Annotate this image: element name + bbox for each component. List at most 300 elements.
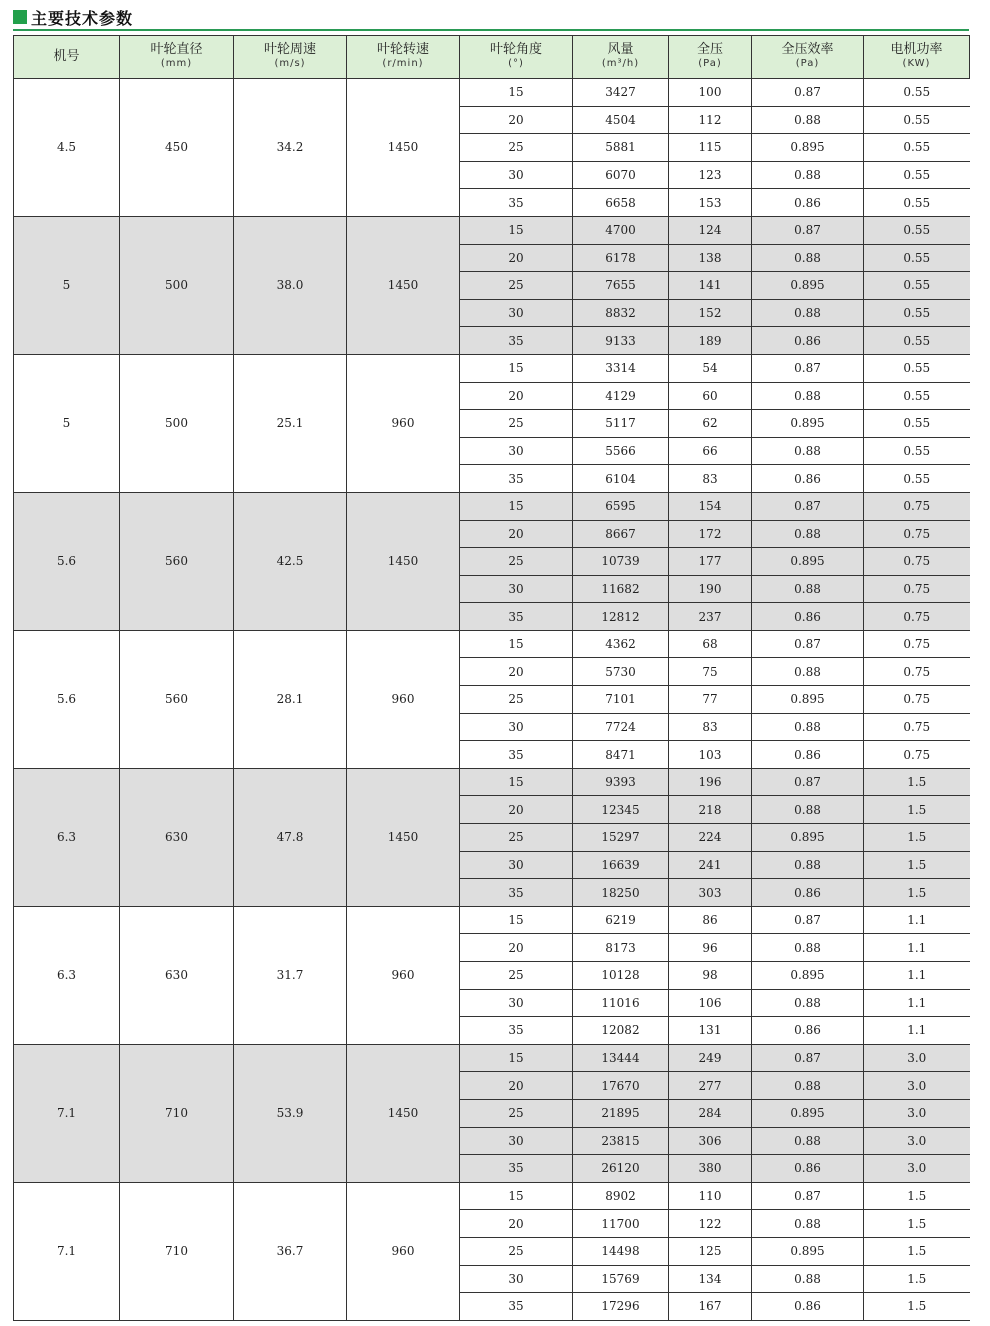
cell-eff: 0.88 — [752, 713, 864, 741]
cell-pressure: 54 — [669, 354, 752, 382]
cell-angle: 25 — [460, 134, 573, 162]
cell-power: 0.55 — [864, 106, 970, 134]
column-header — [234, 36, 347, 79]
cell-power: 1.5 — [864, 1265, 970, 1293]
cell-power: 1.5 — [864, 796, 970, 824]
cell-flow: 15769 — [573, 1265, 669, 1293]
cell-pressure: 237 — [669, 603, 752, 631]
cell-eff: 0.87 — [752, 79, 864, 107]
cell-flow: 5117 — [573, 410, 669, 438]
cell-diameter: 500 — [120, 216, 234, 354]
column-header — [752, 36, 864, 79]
cell-rpm: 1450 — [347, 1044, 460, 1182]
cell-flow: 6595 — [573, 492, 669, 520]
cell-pressure: 152 — [669, 299, 752, 327]
cell-speed: 47.8 — [234, 768, 347, 906]
cell-angle: 25 — [460, 272, 573, 300]
cell-flow: 6658 — [573, 189, 669, 217]
cell-rpm: 960 — [347, 906, 460, 1044]
cell-flow: 7724 — [573, 713, 669, 741]
cell-pressure: 303 — [669, 879, 752, 907]
cell-model: 7.1 — [14, 1182, 120, 1320]
cell-speed: 53.9 — [234, 1044, 347, 1182]
cell-model: 5.6 — [14, 630, 120, 768]
cell-eff: 0.895 — [752, 548, 864, 576]
cell-angle: 30 — [460, 575, 573, 603]
cell-diameter: 560 — [120, 492, 234, 630]
cell-eff: 0.87 — [752, 906, 864, 934]
cell-flow: 8832 — [573, 299, 669, 327]
cell-power: 3.0 — [864, 1099, 970, 1127]
cell-angle: 35 — [460, 879, 573, 907]
column-header-label: 叶轮转速 — [376, 42, 429, 57]
cell-eff: 0.87 — [752, 492, 864, 520]
cell-speed: 34.2 — [234, 79, 347, 217]
cell-flow: 9133 — [573, 327, 669, 355]
cell-angle: 15 — [460, 216, 573, 244]
cell-flow: 17670 — [573, 1072, 669, 1100]
cell-angle: 25 — [460, 548, 573, 576]
cell-angle: 35 — [460, 1155, 573, 1183]
cell-eff: 0.86 — [752, 603, 864, 631]
cell-flow: 4362 — [573, 630, 669, 658]
cell-eff: 0.895 — [752, 410, 864, 438]
cell-flow: 6104 — [573, 465, 669, 493]
cell-pressure: 134 — [669, 1265, 752, 1293]
cell-eff: 0.86 — [752, 189, 864, 217]
cell-power: 3.0 — [864, 1072, 970, 1100]
model-group — [14, 216, 970, 354]
cell-rpm: 1450 — [347, 216, 460, 354]
cell-flow: 15297 — [573, 824, 669, 852]
cell-angle: 20 — [460, 106, 573, 134]
column-header-unit: (°) — [508, 58, 524, 69]
cell-diameter: 630 — [120, 768, 234, 906]
cell-power: 0.75 — [864, 548, 970, 576]
cell-angle: 20 — [460, 520, 573, 548]
cell-flow: 11016 — [573, 989, 669, 1017]
cell-rpm: 960 — [347, 630, 460, 768]
cell-power: 0.55 — [864, 134, 970, 162]
cell-pressure: 218 — [669, 796, 752, 824]
cell-pressure: 100 — [669, 79, 752, 107]
cell-pressure: 172 — [669, 520, 752, 548]
cell-flow: 17296 — [573, 1293, 669, 1321]
cell-power: 0.75 — [864, 603, 970, 631]
cell-pressure: 224 — [669, 824, 752, 852]
model-group — [14, 768, 970, 906]
cell-pressure: 380 — [669, 1155, 752, 1183]
cell-power: 0.55 — [864, 354, 970, 382]
cell-eff: 0.86 — [752, 1293, 864, 1321]
cell-speed: 28.1 — [234, 630, 347, 768]
cell-angle: 15 — [460, 1044, 573, 1072]
cell-power: 0.55 — [864, 382, 970, 410]
cell-diameter: 560 — [120, 630, 234, 768]
column-header-unit: (mm) — [160, 58, 193, 69]
cell-power: 0.75 — [864, 741, 970, 769]
cell-pressure: 83 — [669, 713, 752, 741]
table-row — [14, 768, 970, 796]
cell-power: 1.1 — [864, 1017, 970, 1045]
cell-angle: 30 — [460, 299, 573, 327]
cell-eff: 0.895 — [752, 962, 864, 990]
cell-flow: 5730 — [573, 658, 669, 686]
cell-flow: 18250 — [573, 879, 669, 907]
cell-pressure: 190 — [669, 575, 752, 603]
cell-angle: 35 — [460, 1017, 573, 1045]
cell-model: 4.5 — [14, 79, 120, 217]
cell-flow: 8471 — [573, 741, 669, 769]
cell-pressure: 177 — [669, 548, 752, 576]
cell-eff: 0.88 — [752, 851, 864, 879]
cell-pressure: 249 — [669, 1044, 752, 1072]
cell-pressure: 66 — [669, 437, 752, 465]
cell-eff: 0.87 — [752, 630, 864, 658]
cell-eff: 0.895 — [752, 1099, 864, 1127]
cell-flow: 3314 — [573, 354, 669, 382]
cell-angle: 35 — [460, 603, 573, 631]
cell-power: 1.5 — [864, 1237, 970, 1265]
column-header-label: 叶轮直径 — [150, 42, 203, 57]
cell-pressure: 122 — [669, 1210, 752, 1238]
cell-angle: 30 — [460, 1127, 573, 1155]
cell-power: 0.75 — [864, 575, 970, 603]
column-header — [573, 36, 669, 79]
cell-pressure: 115 — [669, 134, 752, 162]
cell-angle: 30 — [460, 713, 573, 741]
cell-eff: 0.88 — [752, 520, 864, 548]
cell-pressure: 98 — [669, 962, 752, 990]
model-group — [14, 630, 970, 768]
technical-parameters-table — [13, 35, 970, 1321]
cell-pressure: 75 — [669, 658, 752, 686]
cell-eff: 0.895 — [752, 1237, 864, 1265]
cell-flow: 23815 — [573, 1127, 669, 1155]
cell-model: 5 — [14, 216, 120, 354]
cell-pressure: 154 — [669, 492, 752, 520]
cell-power: 0.75 — [864, 686, 970, 714]
cell-angle: 15 — [460, 906, 573, 934]
cell-power: 1.5 — [864, 851, 970, 879]
table-row — [14, 492, 970, 520]
cell-angle: 35 — [460, 741, 573, 769]
cell-eff: 0.87 — [752, 216, 864, 244]
cell-angle: 25 — [460, 962, 573, 990]
column-header-label: 全压效率 — [781, 42, 834, 57]
cell-power: 3.0 — [864, 1155, 970, 1183]
section-title: 主要技术参数 — [31, 8, 134, 28]
cell-pressure: 138 — [669, 244, 752, 272]
cell-pressure: 62 — [669, 410, 752, 438]
cell-eff: 0.895 — [752, 824, 864, 852]
cell-rpm: 960 — [347, 1182, 460, 1320]
cell-diameter: 630 — [120, 906, 234, 1044]
cell-flow: 3427 — [573, 79, 669, 107]
cell-eff: 0.87 — [752, 768, 864, 796]
cell-model: 6.3 — [14, 906, 120, 1044]
cell-eff: 0.87 — [752, 1044, 864, 1072]
column-header-label: 全压 — [696, 42, 723, 57]
cell-angle: 20 — [460, 934, 573, 962]
cell-power: 1.5 — [864, 1293, 970, 1321]
cell-power: 0.75 — [864, 630, 970, 658]
cell-angle: 15 — [460, 354, 573, 382]
cell-diameter: 710 — [120, 1182, 234, 1320]
cell-eff: 0.88 — [752, 1210, 864, 1238]
cell-pressure: 86 — [669, 906, 752, 934]
table-row — [14, 1182, 970, 1210]
cell-flow: 4129 — [573, 382, 669, 410]
model-group — [14, 1182, 970, 1320]
cell-flow: 5881 — [573, 134, 669, 162]
table-row — [14, 354, 970, 382]
column-header — [460, 36, 573, 79]
column-header-label: 叶轮周速 — [263, 42, 316, 57]
cell-angle: 20 — [460, 796, 573, 824]
cell-flow: 6178 — [573, 244, 669, 272]
cell-flow: 16639 — [573, 851, 669, 879]
cell-power: 1.1 — [864, 934, 970, 962]
cell-model: 5.6 — [14, 492, 120, 630]
cell-pressure: 153 — [669, 189, 752, 217]
cell-angle: 35 — [460, 189, 573, 217]
cell-flow: 21895 — [573, 1099, 669, 1127]
column-header-label: 风量 — [607, 42, 634, 57]
cell-power: 0.55 — [864, 161, 970, 189]
cell-pressure: 196 — [669, 768, 752, 796]
cell-speed: 36.7 — [234, 1182, 347, 1320]
cell-power: 1.1 — [864, 962, 970, 990]
cell-flow: 8173 — [573, 934, 669, 962]
cell-flow: 13444 — [573, 1044, 669, 1072]
cell-pressure: 106 — [669, 989, 752, 1017]
cell-angle: 15 — [460, 630, 573, 658]
column-header-unit: (r/min) — [382, 58, 424, 69]
cell-flow: 12812 — [573, 603, 669, 631]
cell-speed: 42.5 — [234, 492, 347, 630]
cell-angle: 30 — [460, 437, 573, 465]
table-row — [14, 79, 970, 107]
cell-model: 7.1 — [14, 1044, 120, 1182]
cell-speed: 38.0 — [234, 216, 347, 354]
cell-angle: 30 — [460, 1265, 573, 1293]
cell-power: 0.75 — [864, 713, 970, 741]
cell-pressure: 110 — [669, 1182, 752, 1210]
cell-flow: 7101 — [573, 686, 669, 714]
cell-eff: 0.88 — [752, 796, 864, 824]
cell-power: 0.55 — [864, 244, 970, 272]
cell-power: 0.55 — [864, 410, 970, 438]
cell-eff: 0.88 — [752, 106, 864, 134]
cell-angle: 25 — [460, 1099, 573, 1127]
cell-pressure: 96 — [669, 934, 752, 962]
cell-eff: 0.895 — [752, 134, 864, 162]
cell-eff: 0.86 — [752, 1017, 864, 1045]
cell-angle: 15 — [460, 768, 573, 796]
cell-pressure: 241 — [669, 851, 752, 879]
cell-angle: 15 — [460, 79, 573, 107]
cell-angle: 20 — [460, 382, 573, 410]
green-square-icon — [13, 10, 27, 24]
column-header-unit: (Pa) — [795, 58, 820, 69]
model-group — [14, 906, 970, 1044]
cell-power: 0.55 — [864, 79, 970, 107]
cell-rpm: 1450 — [347, 79, 460, 217]
cell-pressure: 277 — [669, 1072, 752, 1100]
cell-eff: 0.86 — [752, 1155, 864, 1183]
cell-diameter: 500 — [120, 354, 234, 492]
cell-model: 6.3 — [14, 768, 120, 906]
cell-angle: 25 — [460, 1237, 573, 1265]
table-row — [14, 1044, 970, 1072]
cell-eff: 0.88 — [752, 1072, 864, 1100]
cell-power: 1.1 — [864, 989, 970, 1017]
cell-pressure: 131 — [669, 1017, 752, 1045]
cell-power: 0.55 — [864, 327, 970, 355]
cell-power: 0.75 — [864, 658, 970, 686]
cell-speed: 25.1 — [234, 354, 347, 492]
cell-flow: 10128 — [573, 962, 669, 990]
model-group — [14, 79, 970, 217]
cell-flow: 9393 — [573, 768, 669, 796]
cell-eff: 0.88 — [752, 161, 864, 189]
model-group — [14, 492, 970, 630]
cell-pressure: 77 — [669, 686, 752, 714]
cell-rpm: 1450 — [347, 492, 460, 630]
cell-angle: 35 — [460, 1293, 573, 1321]
cell-angle: 25 — [460, 410, 573, 438]
cell-pressure: 189 — [669, 327, 752, 355]
cell-eff: 0.88 — [752, 989, 864, 1017]
cell-flow: 5566 — [573, 437, 669, 465]
cell-diameter: 450 — [120, 79, 234, 217]
cell-power: 0.55 — [864, 465, 970, 493]
cell-pressure: 284 — [669, 1099, 752, 1127]
cell-angle: 20 — [460, 244, 573, 272]
column-header-unit: (m/s) — [274, 58, 306, 69]
cell-flow: 6070 — [573, 161, 669, 189]
cell-flow: 7655 — [573, 272, 669, 300]
cell-power: 0.55 — [864, 437, 970, 465]
cell-pressure: 124 — [669, 216, 752, 244]
cell-eff: 0.88 — [752, 1127, 864, 1155]
cell-angle: 20 — [460, 658, 573, 686]
cell-angle: 25 — [460, 686, 573, 714]
cell-eff: 0.88 — [752, 658, 864, 686]
cell-power: 3.0 — [864, 1127, 970, 1155]
cell-eff: 0.88 — [752, 382, 864, 410]
table-row — [14, 216, 970, 244]
column-header-unit: (Pa) — [698, 58, 722, 69]
column-header — [669, 36, 752, 79]
cell-flow: 6219 — [573, 906, 669, 934]
cell-angle: 20 — [460, 1210, 573, 1238]
cell-power: 0.75 — [864, 492, 970, 520]
cell-eff: 0.88 — [752, 299, 864, 327]
cell-angle: 25 — [460, 824, 573, 852]
cell-power: 0.55 — [864, 216, 970, 244]
cell-eff: 0.895 — [752, 272, 864, 300]
column-header — [864, 36, 970, 79]
cell-pressure: 83 — [669, 465, 752, 493]
column-header-label: 电机功率 — [890, 42, 943, 57]
cell-pressure: 167 — [669, 1293, 752, 1321]
cell-eff: 0.87 — [752, 354, 864, 382]
cell-power: 3.0 — [864, 1044, 970, 1072]
column-header-unit: (m³/h) — [601, 58, 640, 69]
cell-rpm: 960 — [347, 354, 460, 492]
cell-angle: 35 — [460, 465, 573, 493]
cell-flow: 11700 — [573, 1210, 669, 1238]
cell-pressure: 141 — [669, 272, 752, 300]
cell-eff: 0.86 — [752, 465, 864, 493]
column-header-label: 机号 — [53, 49, 80, 64]
cell-pressure: 306 — [669, 1127, 752, 1155]
table-row — [14, 906, 970, 934]
column-header — [14, 36, 120, 79]
cell-power: 1.5 — [864, 1182, 970, 1210]
cell-angle: 35 — [460, 327, 573, 355]
model-group — [14, 1044, 970, 1182]
cell-flow: 14498 — [573, 1237, 669, 1265]
cell-angle: 15 — [460, 492, 573, 520]
column-header — [120, 36, 234, 79]
cell-flow: 4504 — [573, 106, 669, 134]
column-header-unit: (KW) — [902, 58, 931, 69]
cell-angle: 30 — [460, 161, 573, 189]
column-header — [347, 36, 460, 79]
cell-pressure: 103 — [669, 741, 752, 769]
cell-eff: 0.88 — [752, 934, 864, 962]
cell-diameter: 710 — [120, 1044, 234, 1182]
cell-eff: 0.86 — [752, 327, 864, 355]
model-group — [14, 354, 970, 492]
cell-eff: 0.88 — [752, 437, 864, 465]
column-header-label: 叶轮角度 — [489, 42, 542, 57]
cell-power: 1.1 — [864, 906, 970, 934]
cell-pressure: 125 — [669, 1237, 752, 1265]
cell-power: 0.55 — [864, 299, 970, 327]
cell-angle: 30 — [460, 989, 573, 1017]
cell-power: 0.75 — [864, 520, 970, 548]
table-row — [14, 630, 970, 658]
cell-rpm: 1450 — [347, 768, 460, 906]
cell-power: 1.5 — [864, 879, 970, 907]
cell-angle: 30 — [460, 851, 573, 879]
cell-eff: 0.87 — [752, 1182, 864, 1210]
cell-eff: 0.86 — [752, 741, 864, 769]
cell-pressure: 112 — [669, 106, 752, 134]
cell-eff: 0.88 — [752, 1265, 864, 1293]
cell-power: 1.5 — [864, 768, 970, 796]
cell-flow: 12345 — [573, 796, 669, 824]
cell-speed: 31.7 — [234, 906, 347, 1044]
cell-pressure: 60 — [669, 382, 752, 410]
section-title-bar — [13, 5, 969, 31]
cell-flow: 11682 — [573, 575, 669, 603]
table-header — [14, 36, 970, 79]
cell-flow: 26120 — [573, 1155, 669, 1183]
cell-angle: 15 — [460, 1182, 573, 1210]
cell-angle: 20 — [460, 1072, 573, 1100]
cell-eff: 0.86 — [752, 879, 864, 907]
cell-pressure: 68 — [669, 630, 752, 658]
cell-eff: 0.88 — [752, 244, 864, 272]
cell-power: 1.5 — [864, 1210, 970, 1238]
cell-pressure: 123 — [669, 161, 752, 189]
cell-flow: 4700 — [573, 216, 669, 244]
